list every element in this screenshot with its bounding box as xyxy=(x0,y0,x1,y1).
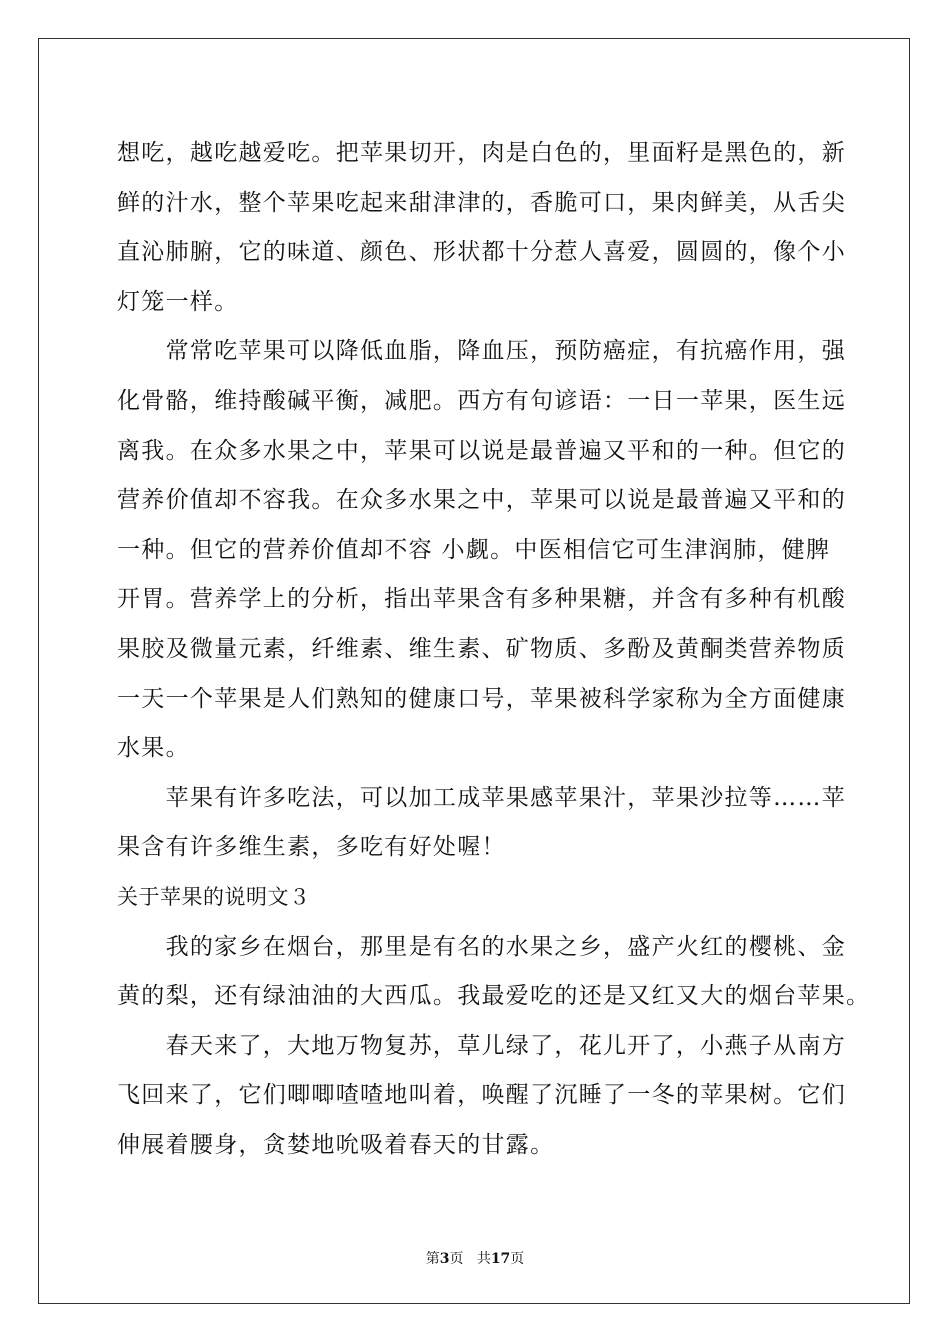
text-line: 常常吃苹果可以降低血脂，降血压，预防癌症，有抗癌作用，强 xyxy=(117,338,846,365)
text-line: 黄的梨，还有绿油油的大西瓜。我最爱吃的还是又红又大的烟台苹果。 xyxy=(117,983,871,1010)
document-body xyxy=(117,129,871,1170)
text-line: 果含有许多维生素，多吃有好处喔！ xyxy=(117,834,506,861)
text-line: 鲜的汁水，整个苹果吃起来甜津津的，香脆可口，果肉鲜美，从舌尖 xyxy=(117,189,846,216)
page-suffix: 页 xyxy=(449,1251,464,1267)
total-pages: 17 xyxy=(490,1251,511,1267)
text-line: 春天来了，大地万物复苏，草儿绿了，花儿开了，小燕子从南方 xyxy=(117,1032,846,1059)
text-line: 一天一个苹果是人们熟知的健康口号，苹果被科学家称为全方面健康 xyxy=(117,685,846,712)
text-line: 水果。 xyxy=(117,735,190,762)
text-line: 想吃，越吃越爱吃。把苹果切开，肉是白色的，里面籽是黑色的，新 xyxy=(117,140,846,166)
text-line: 灯笼一样。 xyxy=(117,288,239,315)
text-line: 伸展着腰身，贪婪地吮吸着春天的甘露。 xyxy=(117,1131,555,1158)
text-line: 开胃。营养学上的分析，指出苹果含有多种果糖，并含有多种有机酸 xyxy=(117,586,846,613)
section-heading: 关于苹果的说明文３ xyxy=(117,884,311,909)
text-line: 果胶及微量元素，纤维素、维生素、矿物质、多酚及黄酮类营养物质 xyxy=(117,635,846,662)
total-prefix: 共 xyxy=(476,1251,491,1267)
text-line: 化骨骼，维持酸碱平衡，减肥。西方有句谚语：一日一苹果，医生远 xyxy=(117,387,846,414)
page-number: 3 xyxy=(439,1251,450,1267)
text-line: 直沁肺腑，它的味道、颜色、形状都十分惹人喜爱，圆圆的，像个小 xyxy=(117,239,846,266)
text-line: 苹果有许多吃法，可以加工成苹果感苹果汁，苹果沙拉等……苹 xyxy=(117,784,846,811)
page-prefix: 第 xyxy=(425,1251,440,1267)
text-line: 我的家乡在烟台，那里是有名的水果之乡，盛产火红的樱桃、金 xyxy=(117,933,846,960)
text-line: 营养价值却不容我。在众多水果之中，苹果可以说是最普遍又平和的 xyxy=(117,487,846,514)
page-footer xyxy=(0,1248,950,1268)
text-line: 一种。但它的营养价值却不容 小觑。中医相信它可生津润肺，健脾 xyxy=(117,536,831,563)
total-suffix: 页 xyxy=(510,1251,525,1267)
text-line: 离我。在众多水果之中，苹果可以说是最普遍又平和的一种。但它的 xyxy=(117,437,846,464)
text-line: 飞回来了，它们唧唧喳喳地叫着，唤醒了沉睡了一冬的苹果树。它们 xyxy=(117,1082,846,1109)
